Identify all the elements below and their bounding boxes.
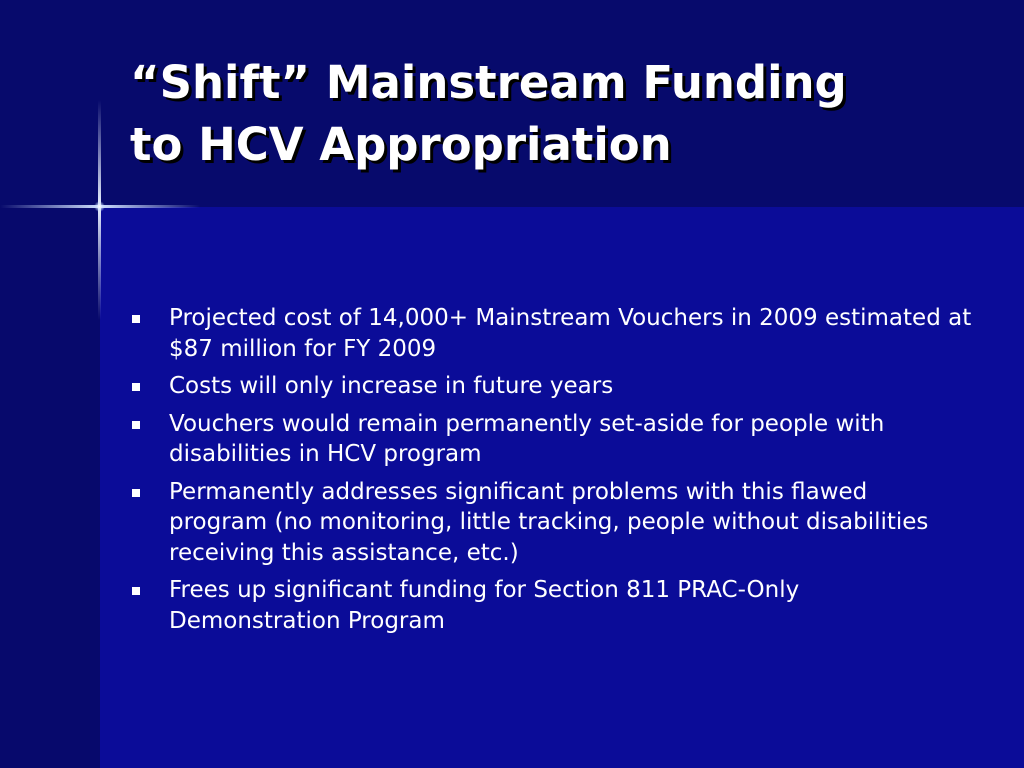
square-bullet-icon (132, 383, 140, 391)
slide-title (130, 52, 990, 176)
bullet-text: Vouchers would remain permanently set-aside for people with disabilities in HCV program (169, 410, 885, 467)
title-line-1: “Shift” Mainstream Funding (130, 56, 847, 109)
bullet-item (132, 477, 972, 569)
bullet-item (132, 371, 972, 402)
bullet-list (132, 303, 972, 643)
bullet-item (132, 575, 972, 636)
bullet-text: Permanently addresses significant problems with this flawed program (no monitoring, little tracking, people without disabilities receiving this assistance, etc.) (169, 478, 929, 566)
left-band (0, 207, 100, 768)
square-bullet-icon (132, 587, 140, 595)
bullet-item (132, 303, 972, 364)
square-bullet-icon (132, 315, 140, 323)
title-line-2: to HCV Appropriation (130, 118, 672, 171)
sparkle-icon (94, 201, 105, 212)
bullet-text: Projected cost of 14,000+ Mainstream Vouchers in 2009 estimated at $87 million for FY 2009 (169, 305, 972, 362)
bullet-text: Frees up significant funding for Section 811 PRAC-Only Demonstration Program (169, 577, 800, 634)
bullet-item (132, 409, 972, 470)
square-bullet-icon (132, 421, 140, 429)
bullet-text: Costs will only increase in future years (169, 373, 614, 399)
square-bullet-icon (132, 489, 140, 497)
